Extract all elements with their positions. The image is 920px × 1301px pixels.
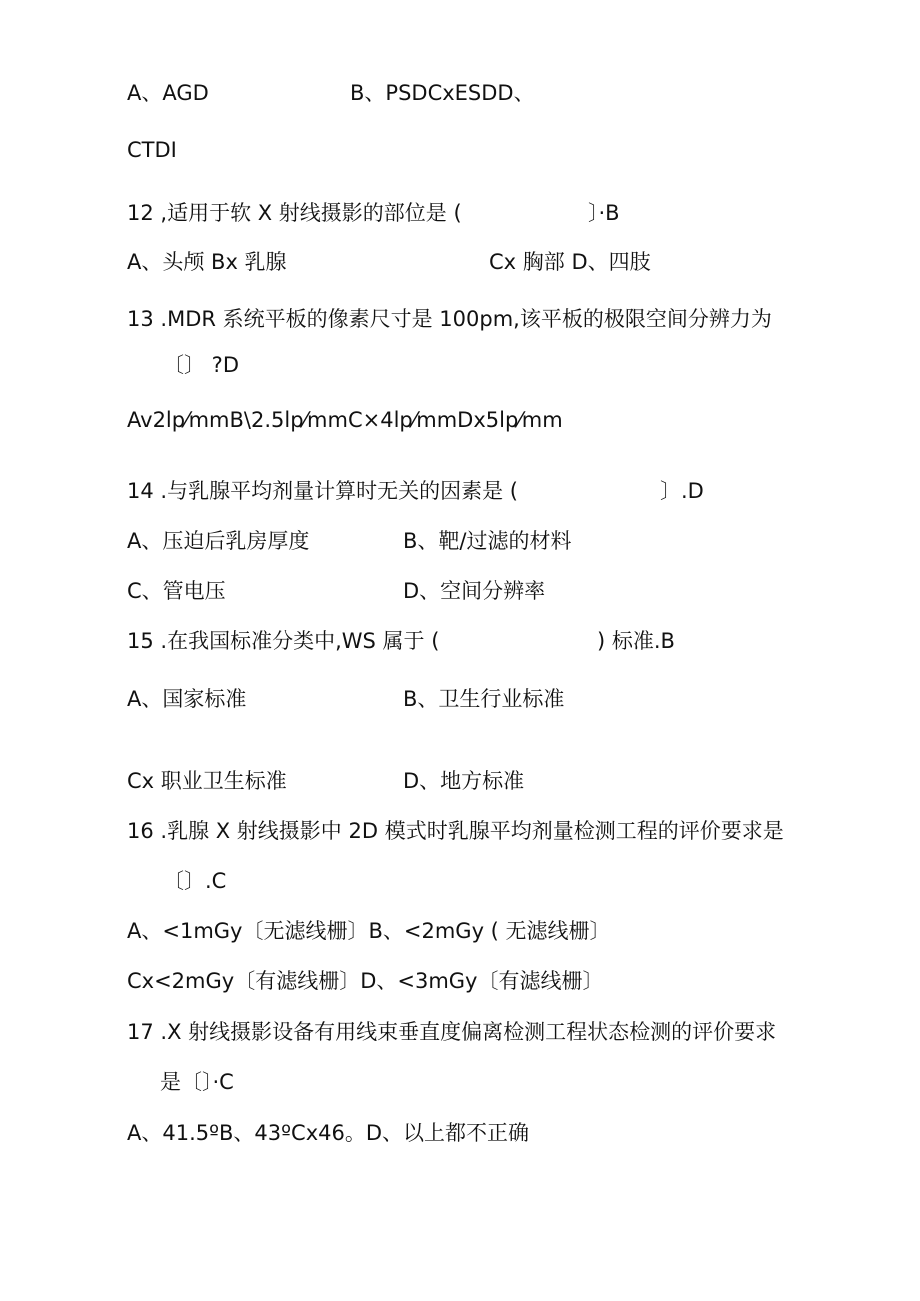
q12-options-ab: A、头颅 Bx 乳腺 [127,250,287,274]
q14-options-row-2 [127,578,687,604]
q11-option-continuation: CTDI [127,138,177,162]
q11-options-row [127,80,847,106]
q14-stem-row [127,478,727,504]
q12-options-cd: Cx 胸部 D、四肢 [489,250,651,274]
q13-stem: 13 .MDR 系统平板的像素尺寸是 100pm,该平板的极限空间分辨力为 [127,307,772,331]
q14-option-b: B、靶/过滤的材料 [403,529,572,553]
q12-stem: 12 ,适用于软 X 射线摄影的部位是 ( [127,201,462,225]
q15-options-row-1 [127,686,687,712]
q17-stem-continuation: 是〔〕·C [160,1070,234,1094]
q15-option-b: B、卫生行业标准 [403,687,565,711]
q15-options-row-2 [127,768,687,794]
q11-option-a: A、AGD [127,81,209,105]
q14-answer: 〕.D [660,479,704,503]
q16-options-ab: A、<1mGy〔无滤线栅〕B、<2mGy ( 无滤线栅〕 [127,919,611,943]
q17-options: A、41.5ºB、43ºCx46。D、以上都不正确 [127,1121,530,1145]
q16-options-cd: Cx<2mGy〔有滤线栅〕D、<3mGy〔有滤线栅〕 [127,969,604,993]
q12-options-row [127,249,687,275]
q15-stem: 15 .在我国标准分类中,WS 属于 ( [127,629,440,653]
q15-option-d: D、地方标准 [403,769,525,793]
q14-option-d: D、空间分辨率 [403,579,546,603]
q13-stem-continuation: 〔〕 ?D [163,353,239,377]
q13-options: Av2lp⁄mmB\2.5lp⁄mmC×4lp⁄mmDx5lp⁄mm [127,408,563,432]
q14-options-row-1 [127,528,687,554]
q17-stem: 17 .X 射线摄影设备有用线束垂直度偏离检测工程状态检测的评价要求 [127,1020,777,1044]
q16-stem-continuation: 〔〕.C [163,869,227,893]
q15-stem-row [127,628,707,654]
q15-answer: ) 标准.B [597,629,675,653]
q12-stem-row [127,200,687,226]
q14-option-c: C、管电压 [127,579,226,603]
q14-option-a: A、压迫后乳房厚度 [127,529,310,553]
q15-option-c: Cx 职业卫生标准 [127,769,287,793]
q12-answer: 〕·B [588,201,620,225]
q14-stem: 14 .与乳腺平均剂量计算时无关的因素是 ( [127,479,518,503]
q15-option-a: A、国家标准 [127,687,247,711]
q16-stem: 16 .乳腺 X 射线摄影中 2D 模式时乳腺平均剂量检测工程的评价要求是 [127,819,784,843]
q11-option-b: B、PSDCxESDD、 [350,81,535,105]
